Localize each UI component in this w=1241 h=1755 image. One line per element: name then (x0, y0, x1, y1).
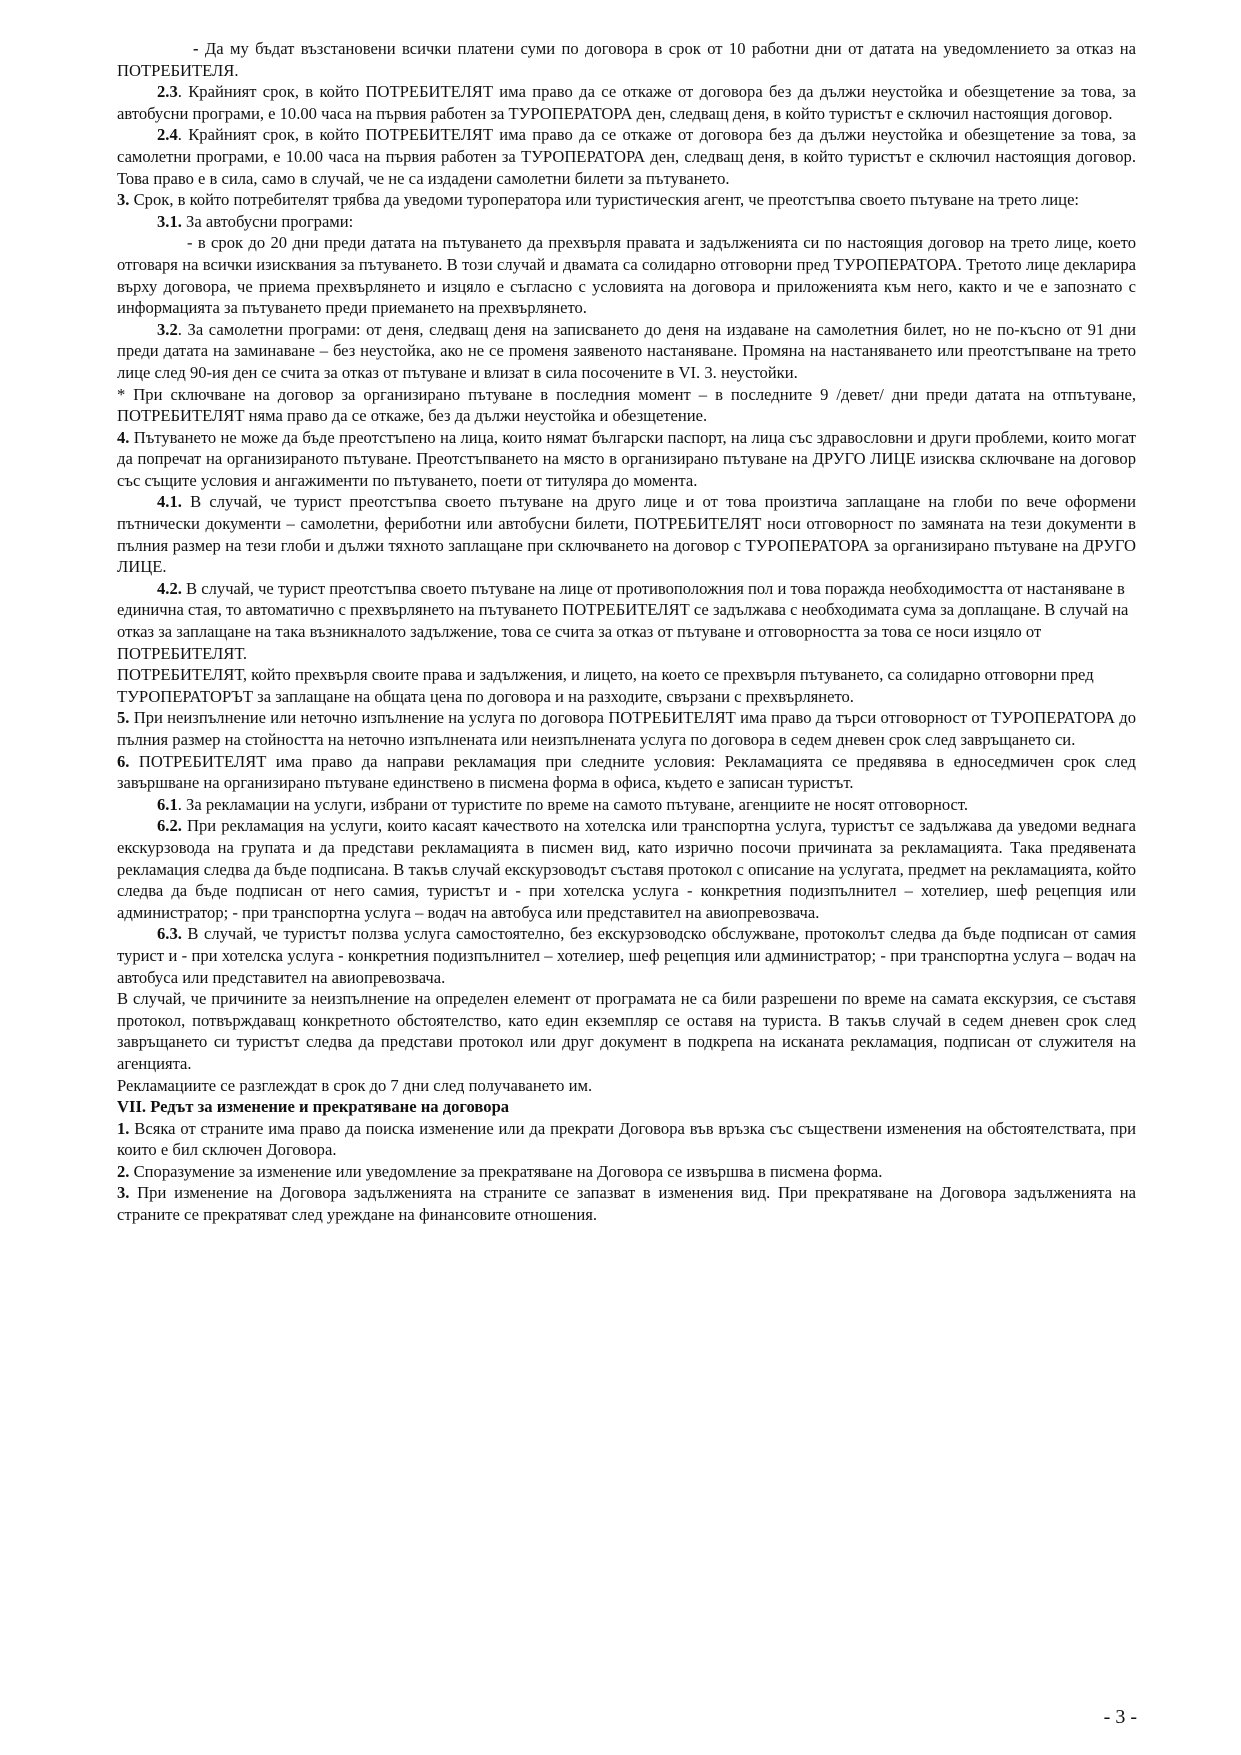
clause-text: Пътуването не може да бъде преотстъпено на лица, които нямат български паспорт, на лица със здравословни и други проблеми, които могат да попречат на организираното пътуване. Преотстъпването на място в организирано пътуване на ДРУГО ЛИЦЕ изисква сключване на договор със същите условия и ангажименти по пътуването, поети от титуляра до момента. (117, 427, 1136, 490)
clause-paragraph (117, 988, 1136, 1074)
clause-paragraph (117, 815, 1136, 923)
clause-text: При неизпълнение или неточно изпълнение на услуга по договора ПОТРЕБИТЕЛЯТ има право да търси отговорност от ТУРОПЕРАТОРА до пълния размер на стойността на неточно изпълнената или неизпълнената услуга по договора в седем дневен срок след завръщането си. (117, 708, 1136, 749)
clause-text: Да му бъдат възстановени всички платени суми по договора в срок от 10 работни дни от датата на уведомлението за отказ на ПОТРЕБИТЕЛЯ. (117, 39, 1136, 80)
clause-text: . За самолетни програми: от деня, следващ деня на записването до деня на издаване на самолетния билет, но не по-късно от 91 дни преди датата на заминаване – без неустойка, ако не се променя заявеното настаняване. Промяна на настаняването или преотстъпване на трето лице след 90-ия ден се счита за отказ от пътуване и влизат в сила посочените в VI. 3. неустойки. (117, 319, 1136, 382)
clause-number: 6.1 (157, 794, 178, 814)
clause-number: 5. (117, 708, 130, 728)
clause-number: 4. (117, 427, 130, 447)
clause-paragraph (117, 491, 1136, 577)
clause-text: Срок, в който потребителят трябва да уведоми туроператора или туристическия агент, че преотстъпва своето пътуване на трето лице: (129, 190, 1080, 210)
clause-paragraph (117, 1118, 1136, 1161)
clause-number: - (193, 39, 205, 58)
clause-number: 4.1. (157, 492, 182, 512)
section-clauses (117, 1118, 1136, 1226)
clause-text: В случай, че турист преотстъпва своето пътуване на лице от противоположния пол и това поражда необходимостта от настаняване в единична стая, то автоматично с прехвърлянето на пътуването ПОТРЕБИТЕЛЯТ се задължава с необходимата сума за доплащане. В случай на отказ за заплащане на така възникналото задължение, това се счита за отказ от пътуване и отговорността за това се носи изцяло от ПОТРЕБИТЕЛЯТ. (117, 578, 1129, 663)
clause-number: 6.2. (157, 816, 182, 836)
contract-clauses (117, 38, 1136, 1096)
clause-text: В случай, че туристът ползва услуга самостоятелно, без екскурзоводско обслужване, протоколът следва да бъде подписан от самия турист и - при хотелска услуга - конкретния подизпълнител – хотелиер, шеф рецепция или администратор; - при транспортна услуга – водач на автобуса или представител на авиопревозвача. (117, 924, 1136, 987)
clause-text: . Крайният срок, в който ПОТРЕБИТЕЛЯТ има право да се откаже от договора без да дължи неустойка и обезщетение за това, за автобусни програми, е 10.00 часа на първия работен за ТУРОПЕРАТОРА ден, следващ деня, в който туристът е сключил настоящия договор. (117, 82, 1136, 123)
clause-text: * При сключване на договор за организирано пътуване в последния момент – в последните 9 /девет/ дни преди датата на отпътуване, ПОТРЕБИТЕЛЯТ няма право да се откаже, без да дължи неустойка и обезщетение. (117, 384, 1136, 426)
document-page (117, 38, 1136, 1226)
clause-number: 1. (117, 1118, 130, 1138)
clause-paragraph (117, 319, 1136, 384)
clause-paragraph (117, 211, 1136, 233)
clause-paragraph (117, 751, 1136, 794)
clause-text: . Крайният срок, в който ПОТРЕБИТЕЛЯТ има право да се откаже от договора без да дължи неустойка и обезщетение за това, за самолетни програми, е 10.00 часа на първия работен за ТУРОПЕРАТОРА ден, следващ деня, в който туристът е сключил настоящия договор. Това право е в сила, само в случай, че не са издадени самолетни билети за пътуването. (117, 125, 1136, 188)
clause-text: Всяка от страните има право да поиска изменение или да прекрати Договора във връзка със съществени изменения на обстоятелствата, при които е бил сключен Договора. (117, 1118, 1136, 1160)
section-heading: VII. Редът за изменение и прекратяване на договора (117, 1097, 510, 1117)
clause-number: 6. (117, 751, 130, 771)
clause-paragraph (117, 923, 1136, 988)
clause-number: 3. (117, 190, 130, 210)
clause-text: . За рекламации на услуги, избрани от туристите по време на самото пътуване, агенциите не носят отговорност. (177, 794, 969, 814)
clause-text: Споразумение за изменение или уведомление за прекратяване на Договора се извършва в писмена форма. (129, 1161, 883, 1181)
clause-paragraph (117, 664, 1136, 707)
clause-paragraph (117, 1161, 1136, 1183)
clause-number: 2.4 (157, 125, 178, 145)
clause-text: При изменение на Договора задълженията на страните се запазват в изменения вид. При прекратяване на Договора задълженията на страните се прекратяват след уреждане на финансовите отношения. (117, 1183, 1136, 1225)
clause-text: Рекламациите се разглеждат в срок до 7 дни след получаването им. (117, 1075, 593, 1095)
clause-paragraph (117, 38, 1136, 81)
clause-paragraph (117, 427, 1136, 492)
clause-paragraph (117, 81, 1136, 124)
clause-text: В случай, че причините за неизпълнение на определен елемент от програмата не са били разрешени по време на самата екскурзия, се съставя протокол, потвърждаващ конкретното обстоятелство, като един екземпляр се оставя на туриста. В такъв случай в седем дневен срок след завръщането си туристът следва да представи протокол или друг документ в подкрепа на исканата рекламация, подписан от служителя на агенцията. (117, 989, 1136, 1073)
clause-text: За автобусни програми: (181, 211, 354, 231)
clause-paragraph (117, 189, 1136, 211)
clause-number: 3.2 (157, 319, 178, 339)
clause-number: 4.2. (157, 578, 182, 598)
clause-text: ПОТРЕБИТЕЛЯТ има право да направи рекламация при следните условия: Рекламацията се предявява в едноседмичен срок след завършване на организирано пътуване единствено в писмена форма в офиса, където е записан туристът. (117, 751, 1136, 793)
clause-text: - в срок до 20 дни преди датата на пътуването да прехвърля правата и задълженията си по настоящия договор на трето лице, което отговаря на всички изисквания за пътуването. В този случай и двамата са солидарно отговорни пред ТУРОПЕРАТОРА. Третото лице декларира върху договора, че приема прехвърлянето и изцяло е съгласно с условията на договора и приложенията към него, както и че е запознато с информацията за пътуването преди приемането на прехвърлянето. (117, 233, 1136, 318)
clause-paragraph (117, 384, 1136, 427)
clause-number: 3.1. (157, 211, 182, 231)
clause-paragraph (117, 232, 1136, 318)
clause-paragraph (117, 707, 1136, 750)
clause-number: 3. (117, 1183, 130, 1203)
clause-text: В случай, че турист преотстъпва своето пътуване на друго лице и от това произтича заплащане на глоби по вече оформени пътнически документи – самолетни, фериботни или автобусни билети, ПОТРЕБИТЕЛЯТ носи отговорност по замяната на тези документи в пълния размер на тези глоби и дължи тяхното заплащане при сключването на договор с ТУРОПЕРАТОРА за организирано пътуване на ДРУГО ЛИЦЕ. (117, 492, 1136, 577)
clause-number: 6.3. (157, 924, 182, 944)
clause-text: ПОТРЕБИТЕЛЯТ, който прехвърля своите права и задължения, и лицето, на което се прехвърля пътуването, са солидарно отговорни пред ТУРОПЕРАТОРЪТ за заплащане на общата цена по договора и на разходите, свързани с прехвърлянето. (117, 665, 1094, 706)
clause-paragraph (117, 578, 1136, 664)
clause-paragraph (117, 124, 1136, 189)
clause-paragraph (117, 794, 1136, 816)
clause-paragraph (117, 1075, 1136, 1097)
clause-paragraph (117, 1182, 1136, 1225)
page-number: - 3 - (1103, 1706, 1137, 1728)
clause-number: 2. (117, 1161, 130, 1181)
clause-number: 2.3 (157, 82, 178, 102)
clause-text: При рекламация на услуги, които касаят качеството на хотелска или транспортна услуга, туристът се задължава да уведоми веднага екскурзовода на групата и да представи рекламацията в писмен вид, като изрично посочи причината за рекламацията. Така предявената рекламация следва да бъде подписана. В такъв случай екскурзоводът съставя протокол с описание на услугата, предмет на рекламацията, който следва да бъде подписан от него самия, туристът и - при хотелска услуга - конкретния подизпълнител – хотелиер, шеф рецепция или администратор; - при транспортна услуга – водач на автобуса или представител на авиопревозвача. (117, 816, 1136, 922)
